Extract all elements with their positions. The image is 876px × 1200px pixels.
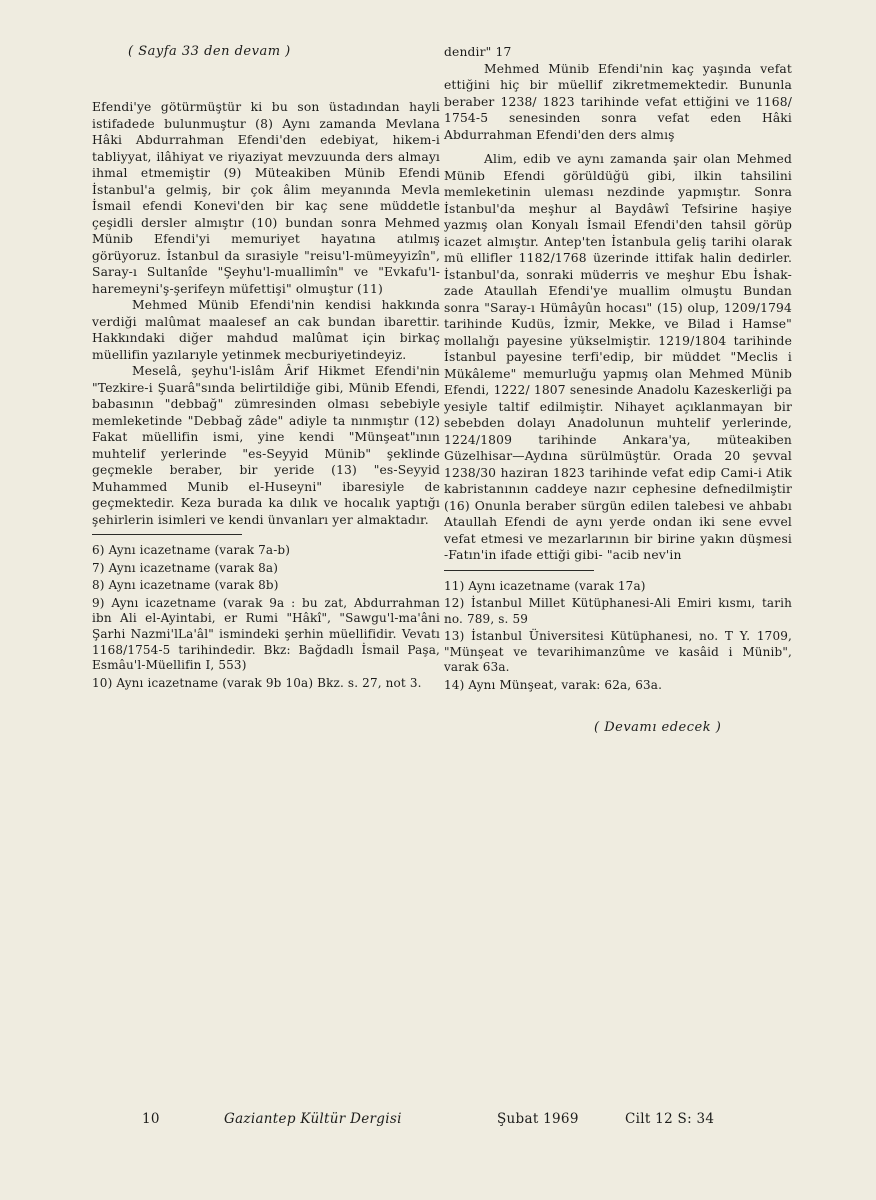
body-paragraph: Mehmed Münib Efendi'nin kendisi hakkında verdiği malûmat maalesef an cak bundan ibarettir. Hakkındaki diğer mahdud malûmat için birkaç müellifin yazılarıyle yetinmek mecburiyetindeyiz. bbox=[92, 298, 440, 362]
footnotes bbox=[444, 579, 792, 694]
footnote: 12) İstanbul Millet Kütüphanesi-Ali Emiri kısmı, tarih no. 789, s. 59 bbox=[444, 596, 792, 626]
footnote: 14) Aynı Münşeat, varak: 62a, 63a. bbox=[444, 678, 663, 693]
issue-date: Şubat 1969 bbox=[497, 1111, 579, 1127]
continued-from-header: ( Sayfa 33 den devam ) bbox=[128, 44, 291, 59]
continued-note: ( Devamı edecek ) bbox=[594, 719, 722, 735]
magazine-name: Gaziantep Kültür Dergisi bbox=[224, 1111, 402, 1127]
footnote: 8) Aynı icazetname (varak 8b) bbox=[92, 578, 279, 593]
footnote: 11) Aynı icazetname (varak 17a) bbox=[444, 578, 646, 593]
footnote: 10) Aynı icazetname (varak 9b 10a) Bkz. s. 27, not 3. bbox=[92, 675, 422, 690]
footnote-divider bbox=[444, 570, 594, 571]
body-paragraph: Meselâ, şeyhu'l-islâm Ârif Hikmet Efendi'nin "Tezkire-i Şuarâ"sında belirtildiğe gibi, Münib Efendi, babasının "debbağ" zümresinden olması sebebiyle memleketinde "Debbağ zâde" adiyle ta nınmıştır (12) Fakat müellifin ismi, yine kendi "Münşeat"ının muhtelif yerlerinde "es-Seyyid Münib" şeklinde geçmekle beraber, bir yeride (13) "es-Seyyid Muhammed Munib el-Huseyni" ibaresiyle de geçmektedir. Keza burada ka dılık ve hocalık yaptığı şehirlerin isimleri ve kendi ünvanları yer almaktadır. bbox=[92, 364, 440, 527]
footnote: 7) Aynı icazetname (varak 8a) bbox=[92, 560, 279, 575]
body-paragraph: dendir" 17 bbox=[444, 45, 512, 59]
footnotes bbox=[92, 543, 440, 691]
right-column bbox=[444, 44, 792, 735]
left-column bbox=[92, 44, 440, 693]
page-number: 10 bbox=[142, 1111, 160, 1127]
footnote: 13) İstanbul Üniversitesi Kütüphanesi, no. T Y. 1709, "Münşeat ve tevarihimanzûme ve kasâid i Münib", varak 63a. bbox=[444, 629, 792, 675]
body-paragraph: Alim, edib ve aynı zamanda şair olan Mehmed Münib Efendi görüldüğü gibi, ilkin tahsilini memleketinin uleması nezdinde yapmıştır. Sonra İstanbul'da meşhur al Baydâwî Tefsirine haşiye yazmış olan Konyalı İsmail Efendi'den tahsil görüp icazet almıştır. Antep'ten İstanbula geliş tarihi olarak mü ellifler 1182/1768 üzerinde ittifak halin dedirler. İstanbul'da, sonraki müderris ve meşhur Ebu İshak-zade Ataullah Efendi'ye muallim olmuştu Bundan sonra "Saray-ı Hümâyûn hocası" (15) olup, 1209/1794 tarihinde Kudüs, İzmir, Mekke, ve Bilad i Hamse" mollalığı payesine yükselmiştir. 1219/1804 tarihinde İstanbul payesine terfi'edip, bir müddet "Meclis i Mükâleme" memurluğu yapmış olan Mehmed Münib Efendi, 1222/ 1807 senesinde Anadolu Kazeskerliği pa yesiyle taltif edilmiştir. Nihayet açıklanmayan bir sebebden dolayı Anadolunun muhtelif yerlerinde, 1224/1809 tarihinde Ankara'ya, müteakiben Güzelhisar—Aydına sürülmüştür. Orada 20 şevval 1238/30 haziran 1823 tarihinde vefat edip Cami-i Atik kabristanının caddeye nazır cephesine defnedilmiştir (16) Onunla beraber sürgün edilen talebesi ve ahbabı Ataullah Efendi de aynı yerde ondan iki sene evvel vefat etmesi ve mezarlarının bir birine yakın düşmesi -Fatın'in ifade ettiği gibi- "acib nev'in bbox=[444, 152, 792, 562]
body-paragraph: Mehmed Münib Efendi'nin kaç yaşında vefat ettiğini hiç bir müellif zikretmemektedir. Bununla beraber 1238/ 1823 tarihinde vefat ettiğini ve 1168/ 1754-5 senesinden sonra vefat eden Hâki Abdurrahman Efendi'den ders almış bbox=[444, 61, 792, 142]
footnote-divider bbox=[92, 534, 242, 535]
footnote: 6) Aynı icazetname (varak 7a-b) bbox=[92, 543, 291, 557]
footnote: 9) Aynı icazetname (varak 9a : bu zat, Abdurrahman ibn Ali el-Ayintabi, er Rumi "Hâkî", "Sawgu'l-ma'âni Şarhi Nazmi'lLa'âl" ismindeki şerhin müellifidir. Vevatı 1168/1754-5 tarihindedir. Bkz: Bağdadlı İsmail Paşa, Esmâu'l-Müellifin I, 553) bbox=[92, 595, 440, 673]
volume-issue: Cilt 12 S: 34 bbox=[625, 1111, 715, 1127]
body-paragraph: Efendi'ye götürmüştür ki bu son üstadından hayli istifadede bulunmuştur (8) Aynı zamanda Mevlana Hâki Abdurrahman Efendi'den edebiyat, hikem-i tabliyyat, ilâhiyat ve riyaziyat mevzuunda ders almayı ihmal etmemiştir (9) Müteakiben Münib Efendi İstanbul'a gelmiş, bir çok âlim meyanında Mevla İsmail efendi Konevi'den bir kaç sene müddetle çeşidli dersler almıştır (10) bundan sonra Mehmed Münib Efendi'yi memuriyet hayatına atılmış görüyoruz. İstanbul da sırasiyle "reisu'l-mümeyyizîn", Saray-ı Sultanîde "Şeyhu'l-muallimîn" ve "Evkafu'l-haremeyni'ş-şerifeyn müfettişi" olmuştur (11) bbox=[92, 100, 440, 296]
